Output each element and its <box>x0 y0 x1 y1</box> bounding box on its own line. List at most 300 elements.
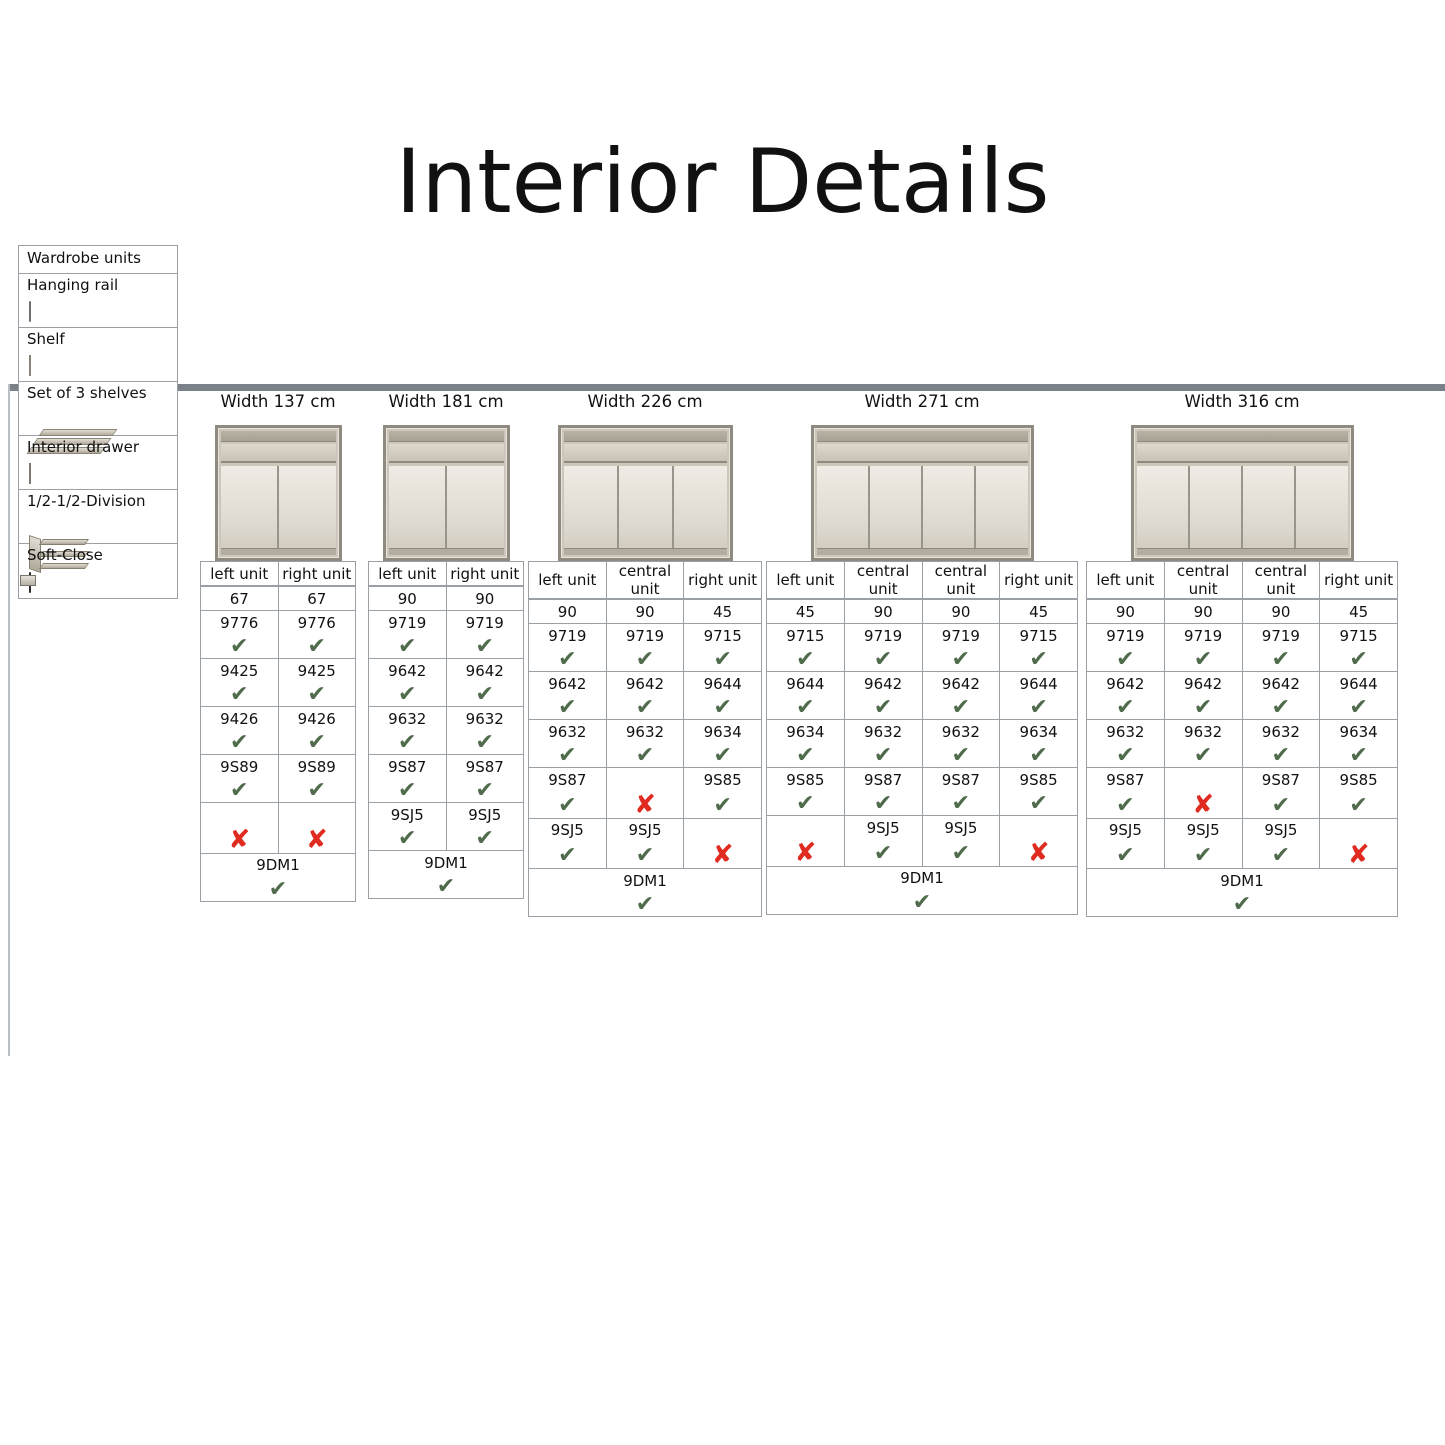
legend-row <box>19 274 177 328</box>
table-row <box>767 624 1078 648</box>
code-cell <box>606 768 684 792</box>
code-cell: 9S85 <box>1000 768 1078 792</box>
tick-icon: ✔ <box>873 695 893 721</box>
tick-icon: ✔ <box>475 730 494 756</box>
table-row <box>369 683 524 707</box>
availability-cell <box>767 837 845 868</box>
unit-header-row <box>1086 561 1398 599</box>
code-cell: 9S85 <box>1320 768 1398 792</box>
unit-size-cell: 67 <box>278 587 356 611</box>
table-row <box>1087 600 1398 624</box>
tick-icon: ✔ <box>796 743 815 769</box>
unit-column-label: central unit <box>922 562 1000 599</box>
tick-icon: ✔ <box>307 730 326 756</box>
table-row <box>369 707 524 731</box>
code-cell: 9634 <box>1320 720 1398 744</box>
availability-cell <box>844 648 922 672</box>
availability-cell <box>1000 744 1078 768</box>
code-cell: 9SJ5 <box>446 803 524 827</box>
table-row <box>201 611 356 635</box>
availability-cell <box>922 696 1000 720</box>
availability-cell <box>684 648 762 672</box>
unit-header-row <box>368 561 524 586</box>
tick-icon: ✔ <box>635 843 655 868</box>
tick-icon: ✔ <box>1193 843 1213 868</box>
tick-icon: ✔ <box>1029 791 1048 817</box>
table-row <box>529 600 762 624</box>
table-row <box>1087 744 1398 768</box>
tick-icon: ✔ <box>398 730 417 756</box>
table-row <box>1087 792 1398 819</box>
table-row <box>767 672 1078 696</box>
availability-cell <box>1242 744 1320 768</box>
tick-icon: ✔ <box>475 634 494 660</box>
availability-cell <box>922 648 1000 672</box>
availability-cell <box>369 683 447 707</box>
tick-icon: ✔ <box>475 682 494 708</box>
width-group <box>368 392 524 899</box>
availability-cell <box>446 635 524 659</box>
table-row <box>529 768 762 792</box>
tick-icon: ✔ <box>1349 695 1368 721</box>
page-title: Interior Details <box>395 130 1050 233</box>
availability-cell <box>844 696 922 720</box>
softclose-availability-cell <box>1087 893 1398 917</box>
unit-header-row <box>200 561 356 586</box>
tick-icon: ✔ <box>1271 843 1291 868</box>
table-row <box>529 720 762 744</box>
code-cell: 9S87 <box>529 768 607 792</box>
code-cell: 9632 <box>922 720 1000 744</box>
table-row <box>767 768 1078 792</box>
tick-icon: ✔ <box>951 791 971 817</box>
softclose-code-cell: 9DM1 <box>369 851 524 875</box>
shelf-icon <box>29 356 31 375</box>
table-row <box>767 890 1078 914</box>
tick-icon: ✔ <box>1029 647 1048 673</box>
availability-cell <box>1320 744 1398 768</box>
tick-icon: ✔ <box>1116 647 1135 673</box>
wardrobe-thumbnail <box>1086 419 1398 561</box>
tick-icon: ✔ <box>558 843 577 868</box>
softclose-code-cell: 9DM1 <box>529 869 762 893</box>
code-cell: 9719 <box>922 624 1000 648</box>
availability-cell <box>529 792 607 819</box>
code-cell <box>1320 818 1398 842</box>
tick-icon: ✔ <box>558 792 577 818</box>
legend-label: Hanging rail <box>27 276 119 294</box>
code-cell: 9S87 <box>369 755 447 779</box>
tick-icon: ✔ <box>230 634 249 660</box>
code-cell: 9644 <box>767 672 845 696</box>
code-cell: 9632 <box>606 720 684 744</box>
availability-cell <box>529 842 607 869</box>
tick-icon: ✔ <box>796 791 815 817</box>
availability-cell <box>278 779 356 803</box>
code-cell: 9632 <box>1087 720 1165 744</box>
tick-icon: ✔ <box>1232 892 1252 918</box>
code-cell <box>1000 816 1078 840</box>
table-row <box>529 624 762 648</box>
table-row <box>767 816 1078 840</box>
code-cell: 9719 <box>529 624 607 648</box>
tick-icon: ✔ <box>1116 695 1135 721</box>
unit-size-cell: 90 <box>844 600 922 624</box>
table-row <box>201 683 356 707</box>
wardrobe-thumbnail <box>766 419 1078 561</box>
code-cell: 9776 <box>278 611 356 635</box>
availability-cell <box>767 696 845 720</box>
availability-cell <box>1087 792 1165 819</box>
availability-cell <box>1000 792 1078 816</box>
tick-icon: ✔ <box>475 826 494 852</box>
code-cell: 9644 <box>684 672 762 696</box>
unit-size-cell: 90 <box>922 600 1000 624</box>
code-cell: 9642 <box>1087 672 1165 696</box>
tick-icon: ✔ <box>951 647 971 673</box>
spec-table <box>528 599 762 917</box>
code-cell: 9634 <box>1000 720 1078 744</box>
unit-size-cell: 90 <box>1087 600 1165 624</box>
unit-column-label: right unit <box>278 562 356 586</box>
code-cell: 9426 <box>201 707 279 731</box>
table-row <box>369 851 524 875</box>
code-cell: 9S85 <box>767 768 845 792</box>
tick-icon: ✔ <box>713 695 732 721</box>
code-cell: 9SJ5 <box>1164 818 1242 842</box>
unit-column-label: left unit <box>529 562 607 599</box>
availability-cell <box>767 792 845 816</box>
spec-table <box>1086 599 1398 917</box>
availability-cell <box>446 731 524 755</box>
table-row <box>1087 648 1398 672</box>
table-row <box>201 659 356 683</box>
tick-icon: ✔ <box>1116 792 1135 818</box>
tick-icon: ✔ <box>1349 647 1368 673</box>
unit-size-cell: 90 <box>606 600 684 624</box>
code-cell: 9715 <box>767 624 845 648</box>
unit-size-cell: 90 <box>446 587 524 611</box>
softclose-code-cell: 9DM1 <box>1087 869 1398 893</box>
code-cell: 9642 <box>446 659 524 683</box>
table-row <box>1087 869 1398 893</box>
availability-cell <box>767 744 845 768</box>
unit-size-cell: 45 <box>1320 600 1398 624</box>
table-row <box>201 731 356 755</box>
code-cell: 9719 <box>1242 624 1320 648</box>
code-cell: 9SJ5 <box>1242 818 1320 842</box>
availability-cell <box>1164 842 1242 869</box>
code-cell: 9632 <box>844 720 922 744</box>
availability-cell <box>844 840 922 867</box>
tick-icon: ✔ <box>398 682 417 708</box>
tick-icon: ✔ <box>951 695 971 721</box>
code-cell: 9425 <box>201 659 279 683</box>
table-row <box>201 587 356 611</box>
code-cell: 9S89 <box>201 755 279 779</box>
code-cell: 9632 <box>446 707 524 731</box>
code-cell: 9SJ5 <box>369 803 447 827</box>
table-row <box>201 853 356 877</box>
cross-icon: ✘ <box>305 824 328 855</box>
code-cell: 9SJ5 <box>844 816 922 840</box>
unit-column-label: left unit <box>369 562 447 586</box>
availability-cell <box>1242 648 1320 672</box>
availability-cell <box>529 744 607 768</box>
code-cell: 9719 <box>606 624 684 648</box>
table-row <box>369 827 524 851</box>
code-cell: 9S85 <box>684 768 762 792</box>
header-divider <box>8 384 1445 391</box>
table-row <box>529 842 762 869</box>
code-cell: 9426 <box>278 707 356 731</box>
table-row <box>767 792 1078 816</box>
cross-icon: ✘ <box>794 837 817 868</box>
unit-column-label: left unit <box>1087 562 1165 599</box>
unit-column-label: central unit <box>606 562 684 599</box>
spec-table <box>368 586 524 899</box>
code-cell: 9642 <box>1242 672 1320 696</box>
cross-icon: ✘ <box>1347 840 1370 870</box>
tick-icon: ✔ <box>1193 647 1213 673</box>
table-row <box>767 866 1078 890</box>
rail-icon <box>29 302 31 321</box>
availability-cell <box>278 683 356 707</box>
tick-icon: ✔ <box>558 695 577 721</box>
code-cell: 9715 <box>684 624 762 648</box>
legend-label: Shelf <box>27 330 65 348</box>
code-cell: 9642 <box>529 672 607 696</box>
code-cell: 9776 <box>201 611 279 635</box>
softclose-availability-cell <box>529 893 762 917</box>
tick-icon: ✔ <box>713 647 732 673</box>
table-row <box>767 840 1078 867</box>
wardrobe-thumbnail <box>200 419 356 561</box>
code-cell <box>201 803 279 827</box>
tick-icon: ✔ <box>1029 743 1048 769</box>
code-cell: 9719 <box>844 624 922 648</box>
table-row <box>201 635 356 659</box>
tick-icon: ✔ <box>558 647 577 673</box>
availability-cell <box>369 779 447 803</box>
cross-icon: ✘ <box>228 824 251 855</box>
width-group <box>1086 392 1398 917</box>
code-cell: 9632 <box>369 707 447 731</box>
tick-icon: ✔ <box>1193 695 1213 721</box>
code-cell: 9S87 <box>844 768 922 792</box>
tick-icon: ✔ <box>796 647 815 673</box>
code-cell: 9SJ5 <box>606 818 684 842</box>
availability-cell <box>278 731 356 755</box>
availability-cell <box>278 635 356 659</box>
tick-icon: ✔ <box>436 874 456 900</box>
group-title: Width 226 cm <box>587 392 703 411</box>
unit-header-row <box>766 561 1078 599</box>
availability-cell <box>1087 842 1165 869</box>
tick-icon: ✔ <box>1271 792 1291 818</box>
availability-cell <box>684 696 762 720</box>
group-title: Width 181 cm <box>388 392 504 411</box>
table-row <box>529 696 762 720</box>
availability-cell <box>1000 837 1078 868</box>
availability-cell <box>529 648 607 672</box>
availability-cell <box>1164 648 1242 672</box>
code-cell: 9S89 <box>278 755 356 779</box>
unit-column-label: central unit <box>1242 562 1320 599</box>
tick-icon: ✔ <box>230 730 249 756</box>
table-row <box>529 818 762 842</box>
unit-column-label: central unit <box>1164 562 1242 599</box>
tick-icon: ✔ <box>1029 695 1048 721</box>
availability-cell <box>1242 792 1320 819</box>
availability-cell <box>1000 648 1078 672</box>
unit-column-label: right unit <box>684 562 762 599</box>
availability-cell <box>278 824 356 855</box>
code-cell <box>1164 768 1242 792</box>
tick-icon: ✔ <box>796 695 815 721</box>
tick-icon: ✔ <box>398 634 417 660</box>
code-cell: 9SJ5 <box>529 818 607 842</box>
softclose-code-cell: 9DM1 <box>767 866 1078 890</box>
code-cell: 9715 <box>1000 624 1078 648</box>
softclose-availability-cell <box>201 877 356 901</box>
availability-cell <box>1087 744 1165 768</box>
wardrobe-thumbnail <box>368 419 524 561</box>
unit-size-cell: 90 <box>1164 600 1242 624</box>
tick-icon: ✔ <box>307 778 326 804</box>
legend-label: Interior drawer <box>27 438 140 456</box>
tick-icon: ✔ <box>873 840 893 866</box>
unit-column-label: left unit <box>201 562 279 586</box>
softclose-availability-cell <box>369 875 524 899</box>
availability-cell <box>684 842 762 869</box>
availability-cell <box>1000 696 1078 720</box>
availability-cell <box>369 635 447 659</box>
table-row <box>369 875 524 899</box>
availability-cell <box>369 731 447 755</box>
code-cell: 9425 <box>278 659 356 683</box>
table-row <box>201 779 356 803</box>
table-row <box>529 869 762 893</box>
code-cell <box>684 818 762 842</box>
unit-column-label: left unit <box>767 562 845 599</box>
availability-cell <box>446 779 524 803</box>
availability-cell <box>844 792 922 816</box>
code-cell: 9634 <box>767 720 845 744</box>
availability-cell <box>767 648 845 672</box>
table-row <box>1087 842 1398 869</box>
availability-cell <box>606 696 684 720</box>
code-cell: 9S87 <box>1242 768 1320 792</box>
code-cell: 9632 <box>529 720 607 744</box>
unit-column-label: right unit <box>1320 562 1398 599</box>
code-cell: 9632 <box>1242 720 1320 744</box>
availability-cell <box>684 744 762 768</box>
availability-cell <box>1320 842 1398 869</box>
availability-cell <box>1320 696 1398 720</box>
group-title: Width 137 cm <box>220 392 336 411</box>
table-row <box>201 827 356 854</box>
tick-icon: ✔ <box>912 889 932 915</box>
availability-cell <box>201 635 279 659</box>
tick-icon: ✔ <box>475 778 494 804</box>
tick-icon: ✔ <box>635 695 655 721</box>
table-row <box>767 696 1078 720</box>
tick-icon: ✔ <box>635 743 655 769</box>
code-cell: 9SJ5 <box>1087 818 1165 842</box>
wardrobe-thumbnail <box>528 419 762 561</box>
tick-icon: ✔ <box>268 876 288 902</box>
tick-icon: ✔ <box>873 647 893 673</box>
tick-icon: ✔ <box>1349 743 1368 769</box>
availability-cell <box>1320 792 1398 819</box>
availability-cell <box>201 683 279 707</box>
availability-cell <box>922 840 1000 867</box>
width-group <box>200 392 356 902</box>
tick-icon: ✔ <box>1271 647 1291 673</box>
tick-icon: ✔ <box>1271 743 1291 769</box>
cross-icon: ✘ <box>1027 837 1050 868</box>
unit-column-label: central unit <box>844 562 922 599</box>
table-row <box>369 731 524 755</box>
availability-cell <box>1242 842 1320 869</box>
availability-cell <box>844 744 922 768</box>
code-cell: 9642 <box>1164 672 1242 696</box>
code-cell: 9634 <box>684 720 762 744</box>
availability-cell <box>1087 648 1165 672</box>
code-cell: 9642 <box>922 672 1000 696</box>
availability-cell <box>201 824 279 855</box>
table-row <box>529 792 762 819</box>
table-row <box>767 648 1078 672</box>
table-row <box>529 672 762 696</box>
availability-cell <box>922 744 1000 768</box>
table-row <box>529 893 762 917</box>
cross-icon: ✘ <box>1192 789 1215 820</box>
tick-icon: ✔ <box>230 682 249 708</box>
availability-cell <box>446 683 524 707</box>
spec-table <box>200 586 356 902</box>
legend-label: Soft-Close <box>27 546 103 564</box>
availability-cell <box>529 696 607 720</box>
availability-cell <box>1087 696 1165 720</box>
tick-icon: ✔ <box>398 826 417 852</box>
table-row <box>767 720 1078 744</box>
tick-icon: ✔ <box>1116 743 1135 769</box>
tick-icon: ✔ <box>398 778 417 804</box>
availability-cell <box>606 744 684 768</box>
tick-icon: ✔ <box>307 682 326 708</box>
table-row <box>1087 672 1398 696</box>
code-cell: 9SJ5 <box>922 816 1000 840</box>
tick-icon: ✔ <box>951 743 971 769</box>
table-row <box>1087 696 1398 720</box>
availability-cell <box>606 789 684 820</box>
tick-icon: ✔ <box>713 792 732 818</box>
availability-cell <box>606 842 684 869</box>
table-row <box>369 635 524 659</box>
cross-icon: ✘ <box>634 789 656 820</box>
unit-size-cell: 45 <box>1000 600 1078 624</box>
group-title: Width 316 cm <box>1184 392 1300 411</box>
code-cell: 9719 <box>446 611 524 635</box>
tick-icon: ✔ <box>951 840 971 866</box>
tick-icon: ✔ <box>873 743 893 769</box>
legend-row <box>19 246 177 274</box>
availability-cell <box>922 792 1000 816</box>
availability-cell <box>684 792 762 819</box>
code-cell <box>278 803 356 827</box>
